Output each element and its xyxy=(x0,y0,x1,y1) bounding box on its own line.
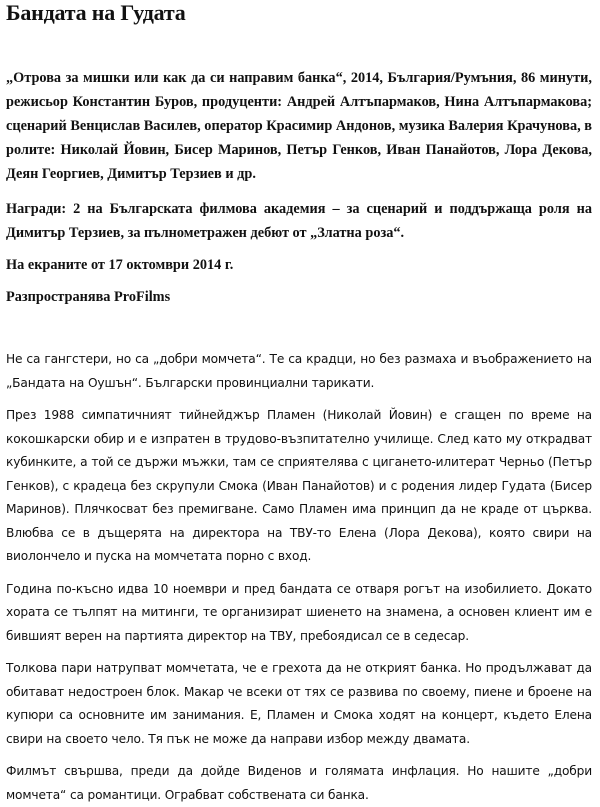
film-credits: „Отрова за мишки или как да си направим банка“, 2014, България/Румъния, 86 минути, режисьор Константин Буров, продуценти: Андрей Алтъпармаков, Нина Алтъпармакова; сценарий Венцислав Василев, оператор Красимир Андонов, музика Валерия Крачунова, в ролите: Николай Йовин, Бисер Маринов, Петър Генков, Иван Панайотов, Лора Декова, Деян Георгиев, Димитър Терзиев и др. xyxy=(6,70,592,182)
distributor: Разпространява ProFilms xyxy=(6,289,171,305)
body-paragraph: Филмът свършва, преди да дойде Виденов и голямата инфлация. Но нашите „добри момчета“ са романтици. Ограбват собствената си банка. xyxy=(6,764,592,802)
body-paragraph: Не са гангстери, но са „добри момчета“. Те са крадци, но без размаха и въображението на „Бандата на Оушън“. Български провинциални тарикати. xyxy=(6,352,592,390)
release-date: На екраните от 17 октомври 2014 г. xyxy=(6,257,234,273)
body-paragraph: Година по-късно идва 10 ноември и пред бандата се отваря рогът на изобилието. Докато хората се тълпят на митинги, те организират шиенето на знамена, а основен клиент им е бившият верен на партията директор на ТВУ, пребоядисал се в седесар. xyxy=(6,581,592,643)
body-paragraph: През 1988 симпатичният тийнейджър Пламен (Николай Йовин) е сгащен по време на кокошкарски обир и е изпратен в трудово-възпитателно училище. След като му открадват кубинките, а той се държи мъжки, там се сприятелява с цигането-илитерат Черньо (Петър Генков), с крадеца без скрупули Смока (Иван Панайотов) и с родения лидер Гудата (Бисер Маринов). Плячкосват без премигване. Само Пламен има принцип да не краде от църква. Влюбва се в дъщерята на директора на ТВУ-то Елена (Лора Декова), която свири на виолончело и пуска на момчетата порно с вход. xyxy=(6,408,592,563)
film-awards: Награди: 2 на Българската филмова академия – за сценарий и поддържаща роля на Димитър Терзиев, за пълнометражен дебют от „Златна роза“. xyxy=(6,201,592,241)
article-body xyxy=(6,348,592,807)
article-title: Бандата на Гудата xyxy=(6,0,186,25)
body-paragraph: Толкова пари натрупват момчетата, че е грехота да не открият банка. Но продължават да обитават недостроен блок. Макар че всеки от тях се развива по своему, пиене и броене на купюри са основните им занимания. Е, Пламен и Смока ходят на концерт, където Елена свири на своето чело. Тя пък не може да направи избор между двамата. xyxy=(6,661,592,746)
